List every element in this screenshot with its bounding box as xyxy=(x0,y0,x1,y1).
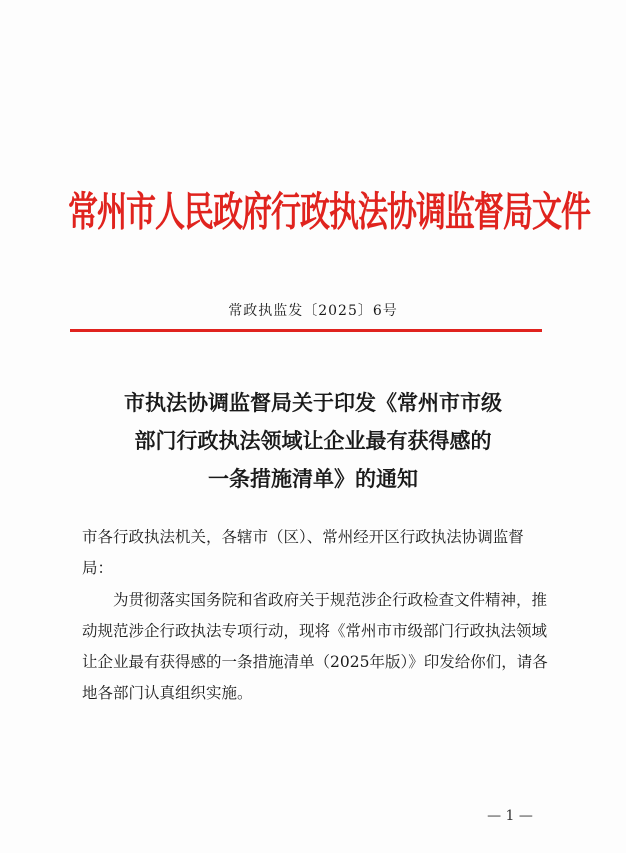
notice-title-line-2: 部门行政执法领域让企业最有获得感的 xyxy=(134,428,492,453)
notice-title-line-3: 一条措施清单》的通知 xyxy=(208,466,418,491)
document-number: 常政执监发〔2025〕6号 xyxy=(228,303,398,319)
notice-title-line-1: 市执法协调监督局关于印发《常州市市级 xyxy=(124,390,502,415)
issuing-authority-header: 常州市人民政府行政执法协调监督局文件 xyxy=(68,188,590,237)
addressee: 市各行政执法机关，各辖市（区）、常州经开区行政执法协调监督局： xyxy=(82,528,524,577)
page-number: — 1 — xyxy=(487,808,533,824)
body-paragraph: 为贯彻落实国务院和省政府关于规范涉企行政检查文件精神，推动规范涉企行政执法专项行动，现将《常州市市级部门行政执法领域让企业最有获得感的一条措施清单（2025年版）》印发给你们，请各地各部门认真组织实施。 xyxy=(82,591,548,702)
notice-title xyxy=(70,384,556,498)
red-divider-line xyxy=(70,329,542,332)
